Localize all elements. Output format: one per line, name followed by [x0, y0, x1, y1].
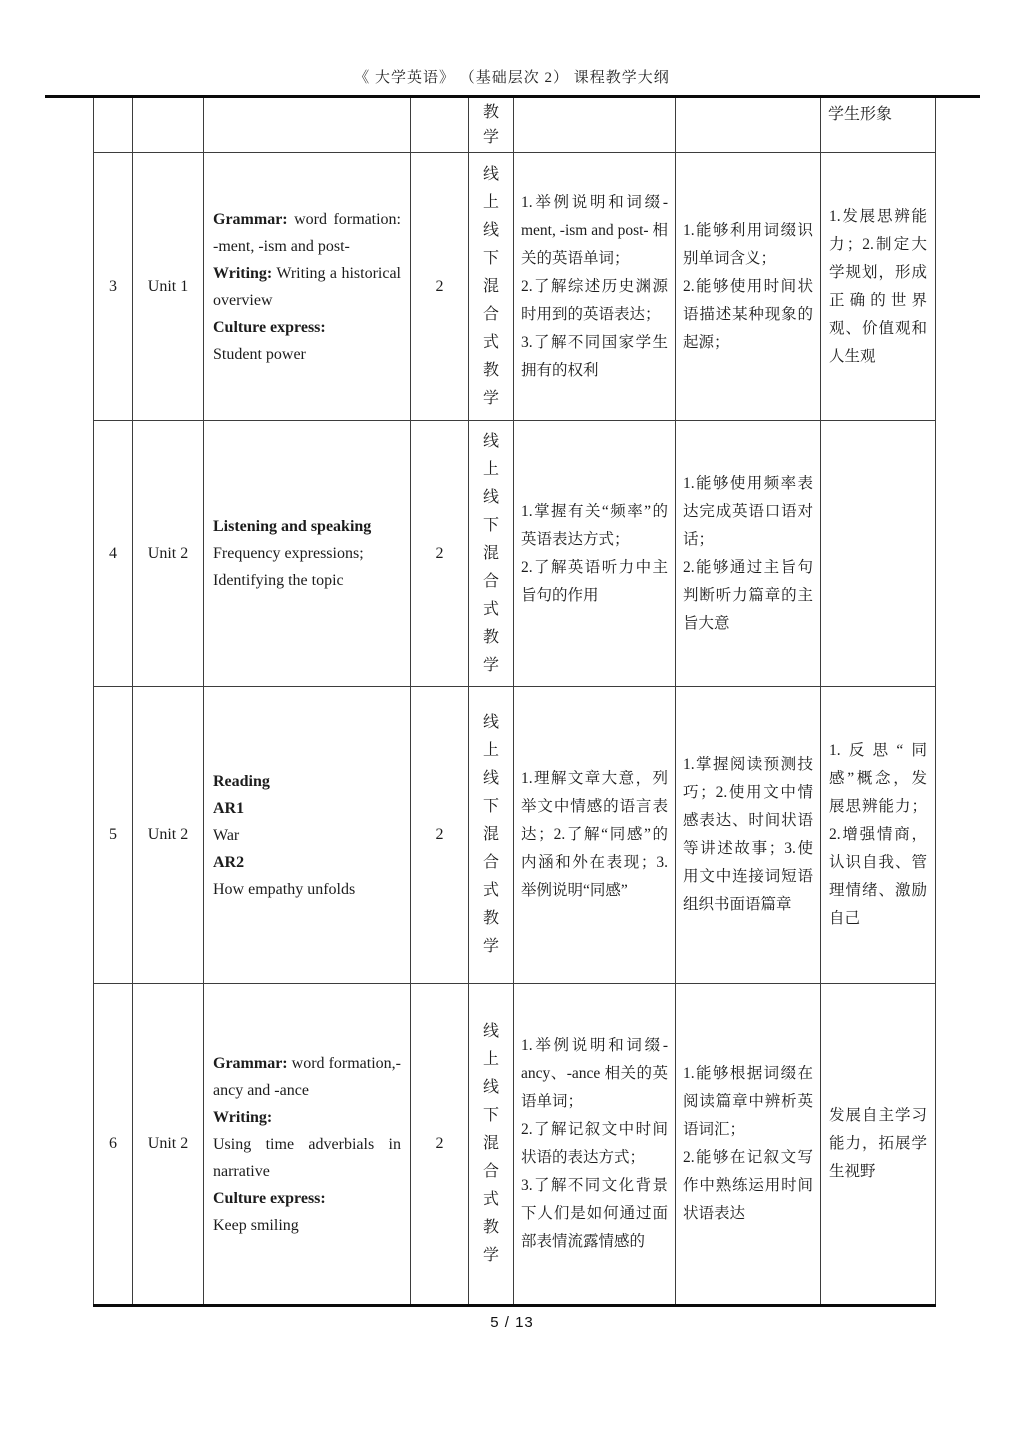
method-char: 合 — [482, 1163, 499, 1180]
quality-objectives-cell: 1.反思“同感”概念，发展思辨能力；2.增强情商，认识自我、管理情绪、激励自己 — [821, 687, 936, 984]
method-char: 线 — [482, 1079, 499, 1096]
unit-cell: Unit 1 — [133, 153, 204, 421]
method-char: 式 — [482, 600, 499, 618]
method-char: 上 — [482, 460, 499, 478]
method-char: 混 — [482, 544, 499, 562]
unit-cell — [133, 98, 204, 153]
method-char: 下 — [482, 798, 499, 815]
knowledge-objectives-cell: 1.举例说明和词缀-ment, -ism and post- 相关的英语单词； 2.了解综述历史渊源时用到的英语表达； 3.了解不同国家学生拥有的权利 — [514, 153, 676, 421]
ability-objectives-cell: 1.能够使用频率表达完成英语口语对话； 2.能够通过主旨句判断听力篇章的主旨大意 — [676, 421, 821, 687]
ability-objectives-cell: 1.能够利用词缀识别单词含义； 2.能够使用时间状语描述某种现象的起源； — [676, 153, 821, 421]
table-row — [94, 984, 936, 1306]
method-char: 下 — [482, 516, 499, 534]
unit-cell: Unit 2 — [133, 687, 204, 984]
quality-objectives-cell — [821, 421, 936, 687]
method-char: 下 — [482, 1107, 499, 1124]
method-char: 线 — [482, 770, 499, 787]
method-char: 下 — [482, 249, 499, 267]
hours-cell — [411, 98, 469, 153]
knowledge-objectives-cell: 1.举例说明和词缀-ancy、-ance 相关的英语单词； 2.了解记叙文中时间状语的表达方式； 3.了解不同文化背景下人们是如何通过面部表情流露情感的 — [514, 984, 676, 1306]
method-char: 学 — [482, 389, 499, 407]
table-row — [94, 153, 936, 421]
row-number-cell: 3 — [94, 153, 133, 421]
row-number-cell: 5 — [94, 687, 133, 984]
quality-objectives-cell: 发展自主学习能力，拓展学生视野 — [821, 984, 936, 1306]
method-char: 学 — [482, 656, 499, 674]
ability-objectives-cell: 1.能够根据词缀在阅读篇章中辨析英语词汇； 2.能够在记叙文写作中熟练运用时间状语表达 — [676, 984, 821, 1306]
hours-cell: 2 — [411, 984, 469, 1306]
content-cell: Grammar: word formation,-ancy and -ance Writing: Using time adverbials in narrative Culture express: Keep smiling — [204, 984, 411, 1306]
table-rows — [94, 98, 936, 1306]
knowledge-objectives-cell: 1.掌握有关“频率”的英语表达方式； 2.了解英语听力中主旨句的作用 — [514, 421, 676, 687]
syllabus-table — [93, 98, 936, 1307]
method-char: 合 — [482, 572, 499, 590]
method-char: 线 — [482, 488, 499, 506]
method-char: 教 — [482, 104, 499, 121]
content-cell: Reading AR1 War AR2 How empathy unfolds — [204, 687, 411, 984]
method-char: 式 — [482, 333, 499, 351]
footer-page-number: 5 / 13 — [490, 1314, 534, 1331]
method-char: 合 — [482, 305, 499, 323]
quality-objectives-cell: 学生形象 — [821, 98, 936, 153]
method-char: 线 — [482, 1023, 499, 1040]
document-header-title: 《 大学英语》 （基础层次 2） 课程教学大纲 — [354, 70, 670, 86]
method-char: 学 — [482, 938, 499, 955]
row-number-cell — [94, 98, 133, 153]
content-cell: Grammar: word formation: -ment, -ism and post- Writing: Writing a historical overview Culture express: Student power — [204, 153, 411, 421]
method-char: 线 — [482, 165, 499, 183]
method-char: 学 — [482, 1247, 499, 1264]
ability-objectives-cell — [676, 98, 821, 153]
method-char: 式 — [482, 882, 499, 899]
carryover-row — [94, 98, 936, 153]
method-char: 混 — [482, 826, 499, 843]
hours-cell: 2 — [411, 687, 469, 984]
teaching-method-cell — [469, 687, 514, 984]
table-row — [94, 421, 936, 687]
method-char: 混 — [482, 1135, 499, 1152]
teaching-method-cell — [469, 98, 514, 153]
method-char: 教 — [482, 910, 499, 927]
hours-cell: 2 — [411, 153, 469, 421]
teaching-method-cell — [469, 153, 514, 421]
ability-objectives-cell: 1.掌握阅读预测技巧；2.使用文中情感表达、时间状语等讲述故事；3.使用文中连接词短语组织书面语篇章 — [676, 687, 821, 984]
method-char: 学 — [482, 129, 499, 146]
content-cell — [204, 98, 411, 153]
knowledge-objectives-cell — [514, 98, 676, 153]
row-number-cell: 4 — [94, 421, 133, 687]
method-char: 上 — [482, 193, 499, 211]
method-char: 线 — [482, 432, 499, 450]
method-char: 教 — [482, 1219, 499, 1236]
method-char: 教 — [482, 361, 499, 379]
method-char: 线 — [482, 221, 499, 239]
method-char: 上 — [482, 1051, 499, 1068]
method-char: 式 — [482, 1191, 499, 1208]
unit-cell: Unit 2 — [133, 984, 204, 1306]
content-cell: Listening and speaking Frequency expressions; Identifying the topic — [204, 421, 411, 687]
row-number-cell: 6 — [94, 984, 133, 1306]
method-char: 线 — [482, 714, 499, 731]
hours-cell: 2 — [411, 421, 469, 687]
method-char: 混 — [482, 277, 499, 295]
knowledge-objectives-cell: 1.理解文章大意，列举文中情感的语言表达；2.了解“同感”的内涵和外在表现；3.举例说明“同感” — [514, 687, 676, 984]
method-char: 教 — [482, 628, 499, 646]
method-char: 上 — [482, 742, 499, 759]
quality-objectives-cell: 1.发展思辨能力；2.制定大学规划，形成正确的世界观、价值观和人生观 — [821, 153, 936, 421]
table-row — [94, 687, 936, 984]
teaching-method-cell — [469, 984, 514, 1306]
method-char: 合 — [482, 854, 499, 871]
teaching-method-cell — [469, 421, 514, 687]
unit-cell: Unit 2 — [133, 421, 204, 687]
